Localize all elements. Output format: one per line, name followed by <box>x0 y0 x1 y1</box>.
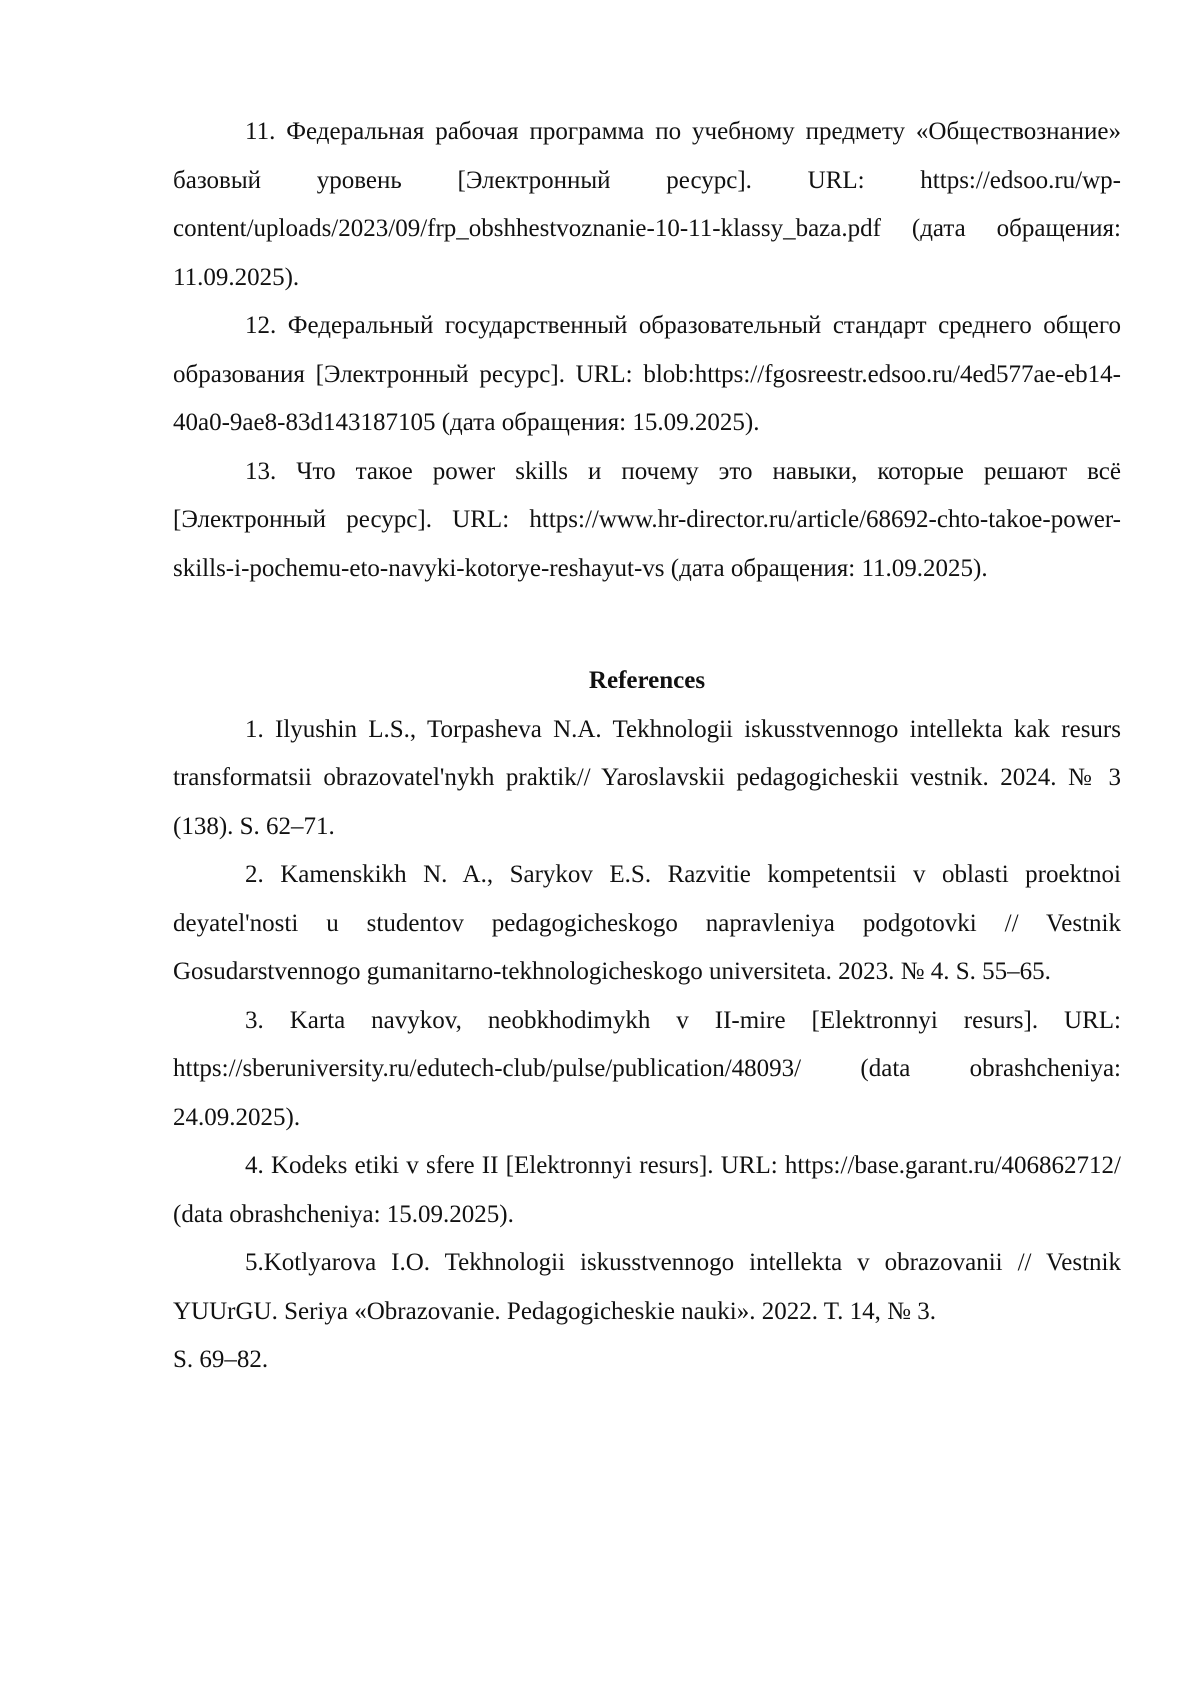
references-entry-4: 4. Kodeks etiki v sfere II [Elektronnyi resurs]. URL: https://base.garant.ru/406862712/ (data obrashcheniya: 15.09.2025). <box>173 1152 1121 1228</box>
reference-entry-13: 13. Что такое power skills и почему это навыки, которые решают всё [Электронный ресурс]. URL: https://www.hr-director.ru/article/68692-chto-takoe-power-skills-i-pochemu-eto-navyki-kotorye-reshayut-vs (дата обращения: 11.09.2025). <box>173 457 1121 582</box>
reference-entry-11: 11. Федеральная рабочая программа по учебному предмету «Обществознание» базовый уровень [Электронный ресурс]. URL: https://edsoo.ru/wp-content/uploads/2023/09/frp_obshhestvoznanie-10-11-klassy_baza.pdf (дата обращения: 11.09.2025). <box>173 118 1121 291</box>
references-entry-5-pages: S. 69–82. <box>173 1346 269 1373</box>
references-entry-1: 1. Ilyushin L.S., Torpasheva N.A. Tekhnologii iskusstvennogo intellekta kak resurs transformatsii obrazovatel'nykh praktik// Yaroslavskii pedagogicheskii vestnik. 2024. № 3 (138). S. 62–71. <box>173 715 1121 840</box>
section-spacer <box>173 593 1121 657</box>
document-page <box>173 108 1121 1385</box>
references-entry-2: 2. Kamenskikh N. A., Sarykov E.S. Razvitie kompetentsii v oblasti proektnoi deyatel'nosti u studentov pedagogicheskogo napravleniya podgotovki // Vestnik Gosudarstvennogo gumanitarno-tekhnologicheskogo universiteta. 2023. № 4. S. 55–65. <box>173 861 1121 985</box>
references-heading: References <box>588 667 706 694</box>
reference-entry-12: 12. Федеральный государственный образовательный стандарт среднего общего образования [Электронный ресурс]. URL: blob:https://fgosreestr.edsoo.ru/4ed577ae-eb14-40a0-9ae8-83d143187105 (дата обращения: 15.09.2025). <box>173 312 1121 436</box>
references-entry-5: 5.Kotlyarova I.O. Tekhnologii iskusstvennogo intellekta v obrazovanii // Vestnik YUUrGU. Seriya «Obrazovanie. Pedagogicheskie nauki». 2022. T. 14, № 3. <box>173 1249 1121 1325</box>
references-entry-3: 3. Karta navykov, neobkhodimykh v II-mire [Elektronnyi resurs]. URL: https://sberuniversity.ru/edutech-club/pulse/publication/48093/ (data obrashcheniya: 24.09.2025). <box>173 1006 1121 1131</box>
